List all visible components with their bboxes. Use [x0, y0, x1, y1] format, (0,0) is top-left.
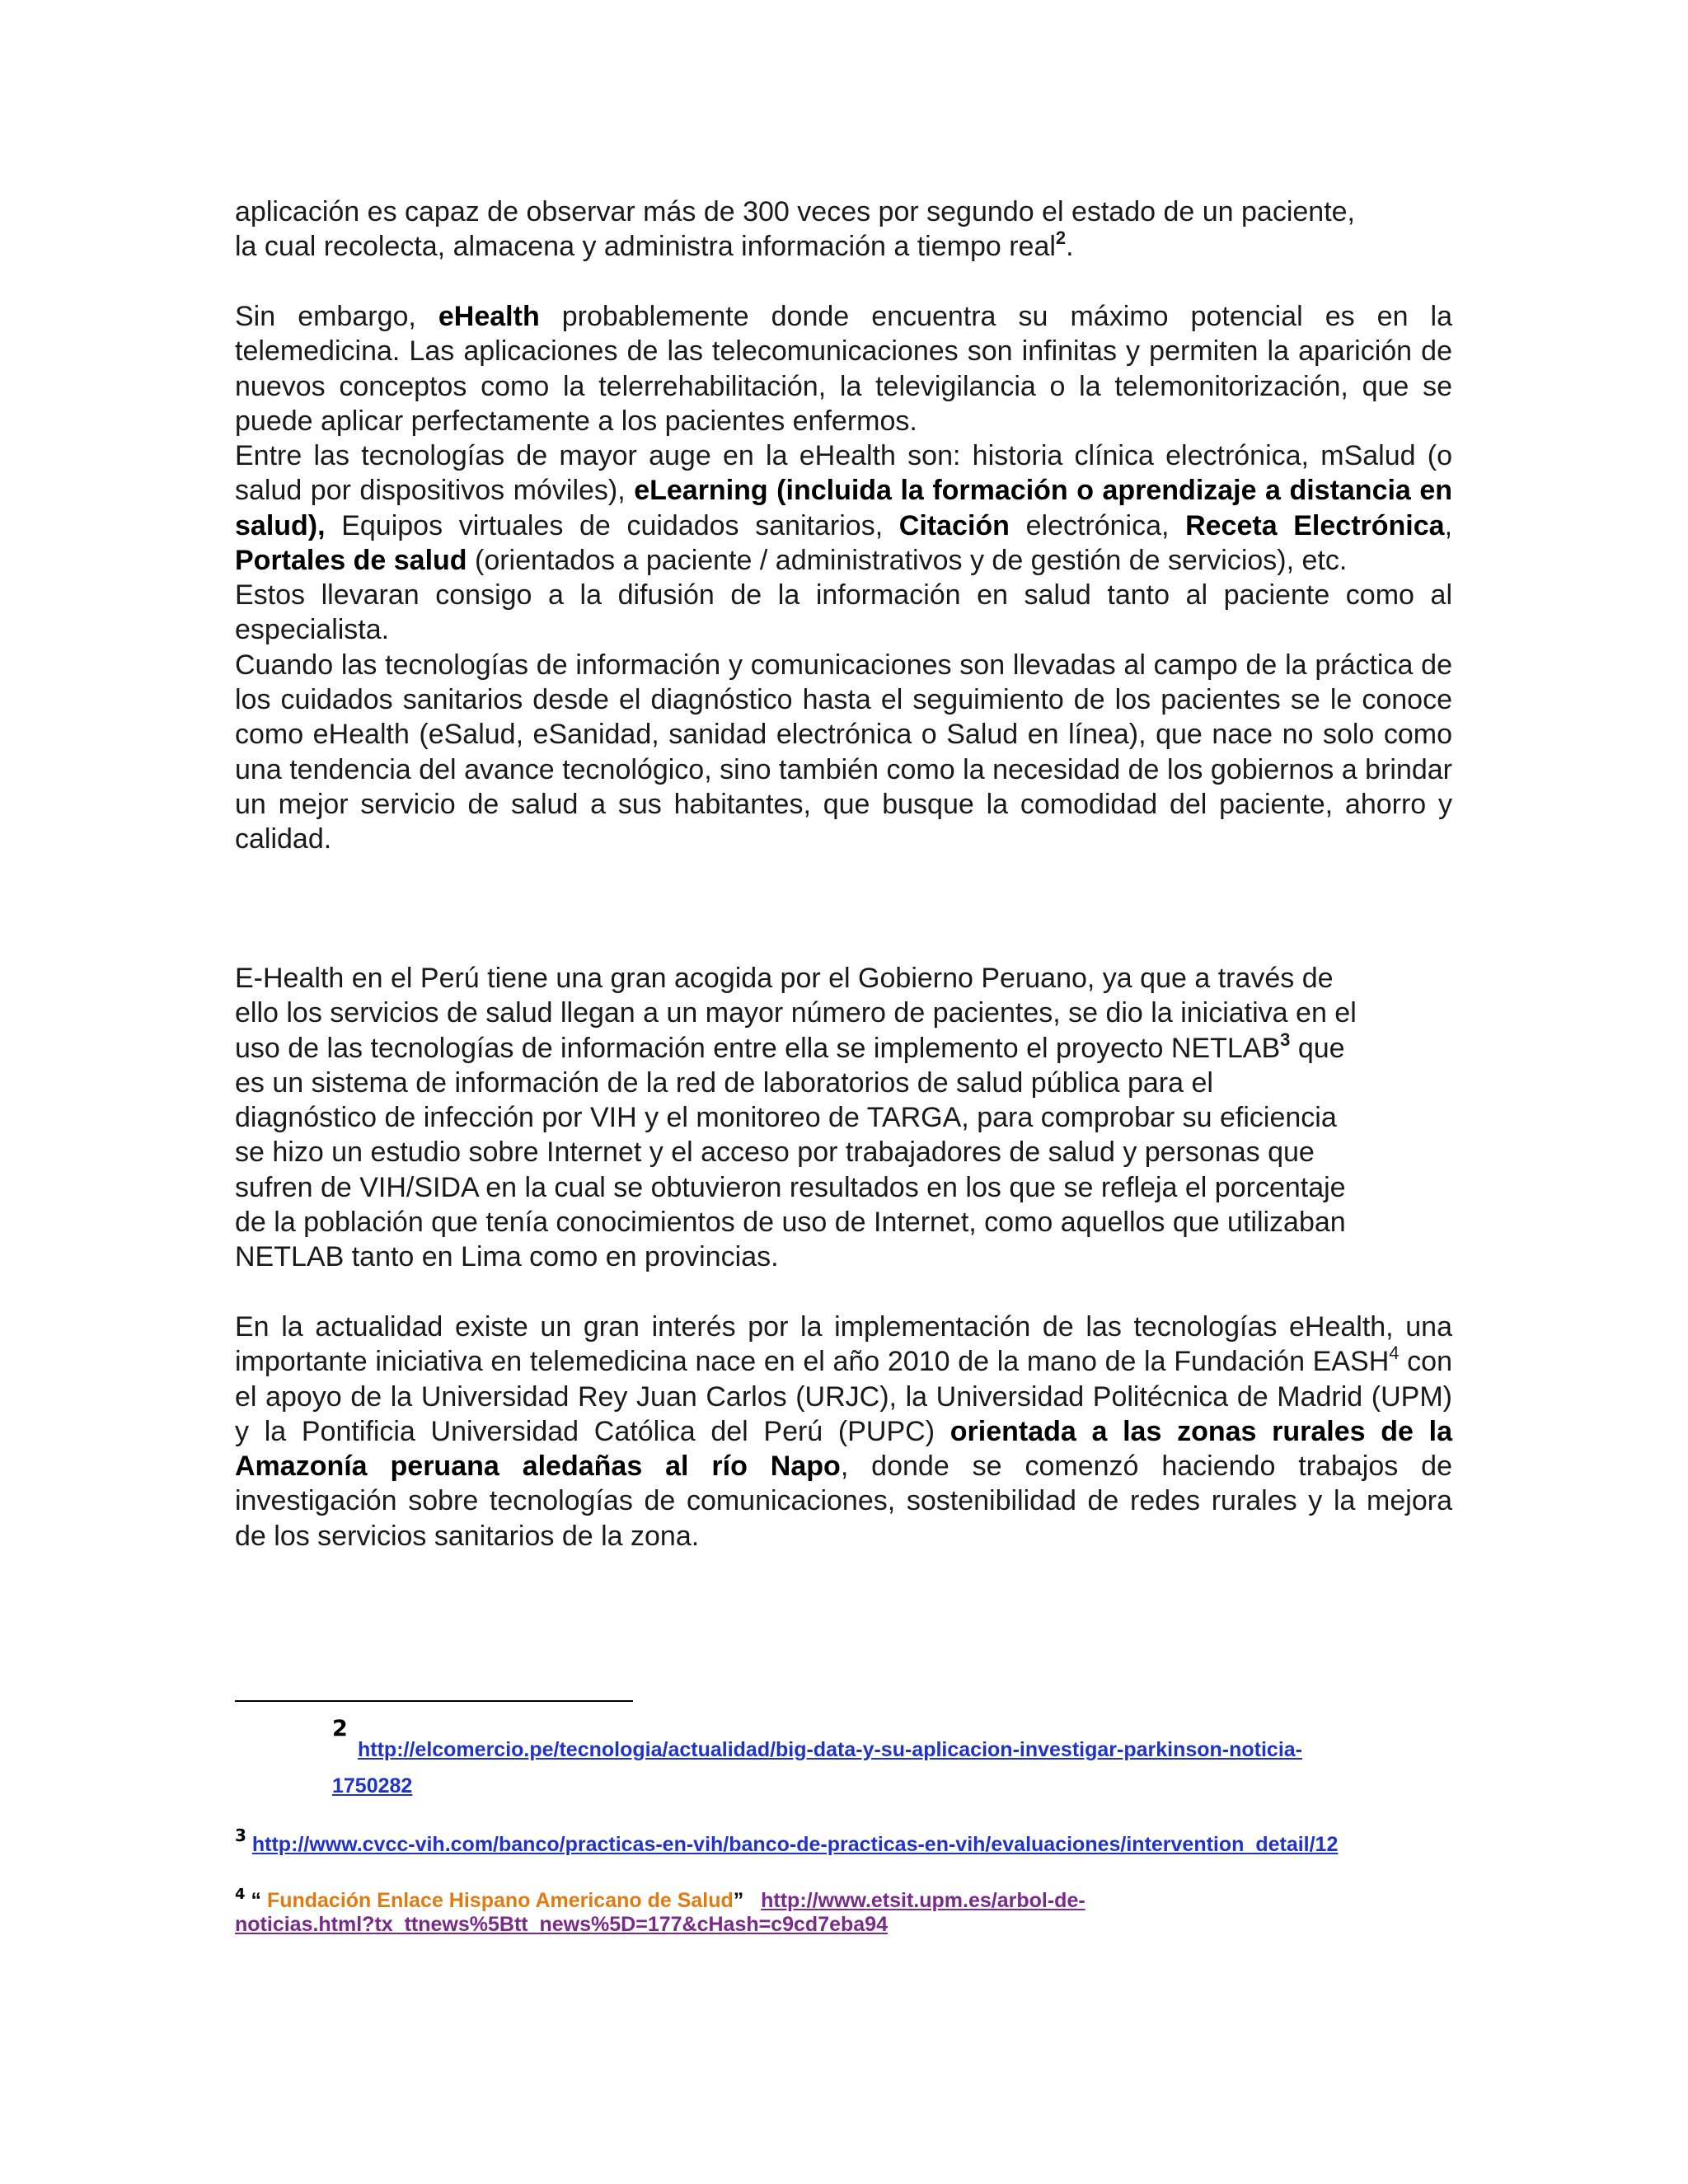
- text-run: uso de las tecnologías de información entre ella se implemento el proyecto NETLAB: [235, 1032, 1281, 1064]
- footnote-org-name: Fundación Enlace Hispano Americano de Salud: [266, 1889, 734, 1912]
- footnote-number: 3: [235, 1825, 246, 1845]
- footnote-ref-4[interactable]: 4: [1389, 1343, 1400, 1364]
- text-run: la cual recolecta, almacena y administra información a tiempo real: [235, 231, 1056, 263]
- text-run: (orientados a paciente / administrativos y de gestión de servicios), etc.: [467, 544, 1348, 576]
- footnote-link[interactable]: 1750282: [332, 1774, 413, 1797]
- paragraph-eash: [235, 1310, 1452, 1554]
- footnote-number: 4: [235, 1886, 246, 1903]
- footnote-4-link-line-2: [235, 1911, 888, 1938]
- footnote-3: [235, 1825, 1339, 1861]
- text-run: con el apoyo de la Universidad Rey Juan Carlos (URJC), la Universidad Politécnica de Madrid (UPM) y la Pontificia Universidad Católica del Perú (PUPC): [235, 1346, 1452, 1447]
- paragraph-line: de la población que tenía conocimientos de uso de Internet, como aquellos que utilizaban: [235, 1207, 1346, 1239]
- footnote-link[interactable]: http://www.cvcc-vih.com/banco/practicas-en-vih/banco-de-practicas-en-vih/evaluaciones/intervention_detail/12: [251, 1833, 1339, 1856]
- paragraph-line: [235, 1031, 1452, 1066]
- footnote-ref-3[interactable]: 3: [1280, 1029, 1291, 1050]
- footnote-separator: [235, 1700, 633, 1702]
- text-run: ,: [1444, 509, 1453, 541]
- text-run: Equipos virtuales de cuidados sanitarios,: [325, 509, 899, 541]
- footnote-link[interactable]: http://www.etsit.upm.es/arbol-de-: [761, 1889, 1085, 1912]
- paragraph-technologies: [235, 438, 1452, 578]
- footnote-link[interactable]: http://elcomercio.pe/tecnologia/actualidad/big-data-y-su-aplicacion-investigar-parkinson-noticia-: [358, 1738, 1303, 1761]
- paragraph-diffusion: Estos llevaran consigo a la difusión de la información en salud tanto al paciente como al especialista.: [235, 579, 1452, 646]
- text-run: .: [1066, 231, 1074, 263]
- bold-term-portales: Portales de salud: [235, 544, 467, 576]
- text-run: Sin embargo,: [235, 301, 438, 332]
- text-run: , donde se comenzó haciendo trabajos de investigación sobre tecnologías de comunicaciones, sostenibilidad de redes rurales y la mejora de los servicios sanitarios de la zona.: [235, 1451, 1453, 1552]
- paragraph-peru: [235, 961, 1452, 1275]
- paragraph-intro: [235, 194, 1452, 265]
- text-run: probablemente donde encuentra su máximo potencial es en la telemedicina. Las aplicaciones de las telecomunicaciones son infinitas y permiten la aparición de nuevos conceptos como la telerrehabilitación, la televigilancia o la telemonitorización, que se puede aplicar perfectamente a los pacientes enfermos.: [235, 301, 1452, 437]
- paragraph-line: ello los servicios de salud llegan a un mayor número de pacientes, se dio la iniciativa en el: [235, 997, 1357, 1029]
- paragraph-line: se hizo un estudio sobre Internet y el acceso por trabajadores de salud y personas que: [235, 1137, 1315, 1169]
- paragraph-telemedicine: [235, 299, 1452, 438]
- footnote-number: 2: [332, 1716, 348, 1741]
- bold-term-citacion: Citación: [898, 509, 1010, 541]
- paragraph-line: NETLAB tanto en Lima como en provincias.: [235, 1241, 779, 1273]
- paragraph-line: E-Health en el Perú tiene una gran acogida por el Gobierno Peruano, ya que a través de: [235, 963, 1334, 994]
- text-run: electrónica,: [1009, 509, 1186, 541]
- bold-term-elearning: eLearning (incluida la formación o aprendizaje a distancia en salud),: [235, 475, 1453, 541]
- paragraph-line: sufren de VIH/SIDA en la cual se obtuvieron resultados en los que se refleja el porcentaje: [235, 1171, 1346, 1203]
- bold-term-ehealth: eHealth: [438, 301, 540, 332]
- paragraph-line: aplicación es capaz de observar más de 300 veces por segundo el estado de un paciente,: [235, 196, 1356, 227]
- footnote-2: [332, 1713, 348, 1746]
- paragraph-line: diagnóstico de infección por VIH y el monitoreo de TARGA, para comprobar su eficiencia: [235, 1102, 1337, 1134]
- footnote-link[interactable]: noticias.html?tx_ttnews%5Btt_news%5D=177&cHash=c9cd7eba94: [235, 1913, 888, 1936]
- footnote-ref-2[interactable]: 2: [1055, 227, 1067, 249]
- paragraph-line: es un sistema de información de la red de laboratorios de salud pública para el: [235, 1066, 1213, 1099]
- bold-phrase-amazonia: orientada a las zonas rurales de la Amazonía peruana aledañas al río Napo: [235, 1415, 1452, 1483]
- quote-close: ”: [733, 1889, 762, 1912]
- bold-term-receta: Receta Electrónica: [1185, 509, 1445, 541]
- text-run: En la actualidad existe un gran interés por la implementación de las tecnologías eHealth, una importante iniciativa en telemedicina nace en el año 2010 de la mano de la Fundación EASH: [235, 1311, 1452, 1378]
- paragraph-block-technologies: [235, 438, 1452, 857]
- footnote-2-link-line-2: [332, 1769, 412, 1802]
- text-run: Entre las tecnologías de mayor auge en la eHealth son: historia clínica electrónica, mSalud (o salud por dispositivos móviles),: [235, 440, 1452, 507]
- paragraph-definition: Cuando las tecnologías de información y comunicaciones son llevadas al campo de la práctica de los cuidados sanitarios desde el diagnóstico hasta el seguimiento de los pacientes se le conoce como eHealth (eSalud, eSanidad, sanidad electrónica o Salud en línea), que nace no solo como una tendencia del avance tecnológico, sino también como la necesidad de los gobiernos a brindar un mejor servicio de salud a sus habitantes, que busque la comodidad del paciente, ahorro y calidad.: [235, 649, 1452, 855]
- text-run: que: [1290, 1032, 1345, 1064]
- quote-open: “: [245, 1889, 267, 1912]
- paragraph-line: [235, 229, 1452, 264]
- footnote-2-link-line-1: [358, 1733, 1302, 1766]
